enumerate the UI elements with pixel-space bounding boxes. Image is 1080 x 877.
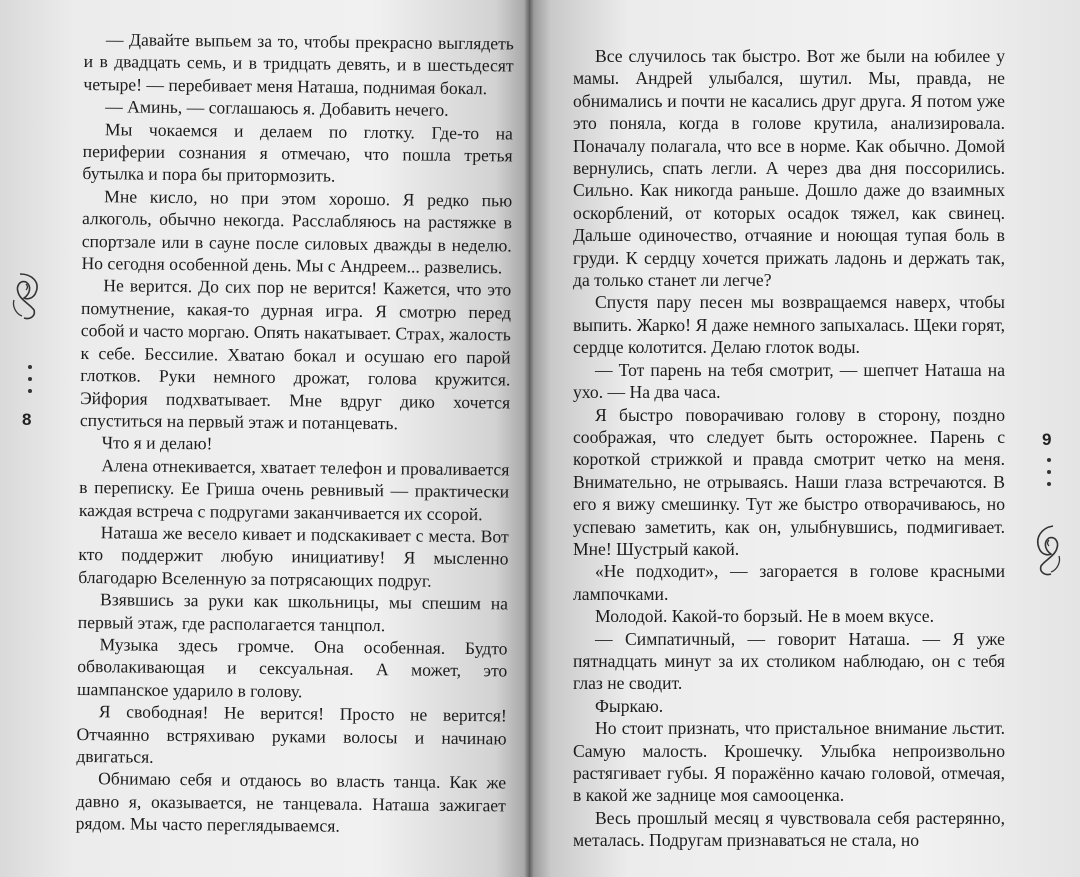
paragraph: — Симпатичный, — говорит Наташа. — Я уже пятнадцать минут за их столиком наблюдаю, он с тебя глаз не сводит. bbox=[573, 628, 1005, 694]
right-page-text bbox=[573, 45, 1005, 852]
page-number-dots bbox=[1047, 458, 1051, 494]
paragraph: — Тот парень на тебя смотрит, — шепчет Наташа на ухо. — На два часа. bbox=[573, 359, 1005, 403]
paragraph: Что я и делаю! bbox=[101, 432, 213, 454]
page-number-right: 9 bbox=[1042, 430, 1052, 449]
paragraph: Я быстро поворачиваю голову в сторону, поздно соображая, что следует быть осторожнее. Парень с короткой стрижкой и правда смотрит четко на меня. Внимательно, не отрываясь. Наши глаза встречаются. В его я вижу смешинку. Тут же быстро отворачиваюсь, но успеваю заметить, как он, улыбнувшись, подмигивает. Мне! Шустрый какой. bbox=[573, 404, 1005, 559]
paragraph: — Давайте выпьем за то, чтобы прекрасно выглядеть и в двадцать семь, и в тридцать девять, и в шестьдесят четыре! — перебивает меня Наташа, поднимая бокал. bbox=[83, 29, 514, 99]
page-number-dots bbox=[28, 365, 32, 401]
paragraph: Мне кисло, но при этом хорошо. Я редко пью алкоголь, обычно некогда. Расслабляюсь на растяжке в спортзале или в сауне после силовых дважды в неделю. Но сегодня особенной день. Мы с Андреем... развелись. bbox=[81, 186, 513, 278]
paragraph: Фыркаю. bbox=[595, 695, 664, 716]
paragraph: Алена отнекивается, хватает телефон и проваливается в переписку. Ее Гриша очень ревнивый — практически каждая встреча с подругами заканчивается их ссорой. bbox=[78, 454, 510, 524]
paragraph: Не верится. До сих пор не верится! Кажется, что это помутнение, какая-то дурная игра. Я смотрю перед собой и часто моргаю. Опять накатывает. Страх, жалость к себе. Бессилие. Хватаю бокал и осушаю его парой глотков. Руки немного дрожат, голова кружится. Эйфория подхватывает. Мне вдруг дико хочется спуститься на первый этаж и потанцевать. bbox=[79, 275, 512, 434]
paragraph: — Аминь, — соглашаюсь я. Добавить нечего. bbox=[105, 96, 449, 121]
paragraph: Молодой. Какой-то борзый. Не в моем вкусе. bbox=[595, 606, 934, 627]
paragraph: Спустя пару песен мы возвращаемся наверх, чтобы выпить. Жарко! Я даже немного запыхалась. Щеки горят, сердце колотится. Делаю глоток воды. bbox=[573, 292, 1005, 358]
right-page bbox=[529, 0, 1080, 877]
paragraph: Я свободная! Не верится! Просто не верится! Отчаянно встряхиваю руками волосы и начинаю двигаться. bbox=[76, 701, 507, 767]
left-page bbox=[0, 0, 533, 877]
paragraph: Все случилось так быстро. Вот же были на юбилее у мамы. Андрей улыбался, шутил. Мы, правда, не обнимались и почти не касались друг друга. Я потом уже это поняла, когда в голове крутила, анализировала. Поначалу полагала, что все в норме. Как обычно. Домой вернулись, спать легли. А через два дня поссорились. Сильно. Как никогда раньше. Дошло даже до взаимных оскорблений, от которых осадок тяжел, как свинец. Дальше одиночество, отчаяние и ноющая тупая боль в груди. К сердцу хочется прижать ладонь и держать так, да только станет ли легче? bbox=[573, 46, 1005, 291]
profile-ornament-icon bbox=[6, 270, 50, 326]
paragraph: Обнимаю себя и отдаюсь во власть танца. Как же давно я, оказывается, не танцевала. Наташа зажигает рядом. Мы часто переглядываемся. bbox=[75, 768, 507, 836]
paragraph: «Не подходит», — загорается в голове красными лампочками. bbox=[573, 561, 1005, 604]
page-number-left: 8 bbox=[22, 410, 32, 429]
paragraph: Музыка здесь громче. Она особенная. Будто обволакивающая и сексуальная. А может, это шампанское ударило в голову. bbox=[76, 634, 508, 702]
paragraph: Мы чокаемся и делаем по глотку. Где-то на периферии сознания я отмечаю, что пошла третья бутылка и пора бы притормозить. bbox=[82, 118, 514, 187]
paragraph: Наташа же весело кивает и подскакивает с места. Вот кто поддержит любую инициативу! Я мысленно благодарю Вселенную за потрясающих подруг. bbox=[78, 522, 509, 591]
paragraph: Весь прошлый месяц я чувствовала себя растерянно, металась. Подругам признаваться не стала, но bbox=[573, 807, 1005, 851]
profile-ornament-icon bbox=[1023, 520, 1067, 584]
paragraph: Но стоит признать, что пристальное внимание льстит. Самую малость. Крошечку. Улыбка непроизвольно растягивает губы. Я поражённо качаю головой, отмечая, в какой же заднице моя самооценка. bbox=[573, 718, 1005, 806]
left-page-text bbox=[76, 28, 514, 839]
paragraph: Взявшись за руки как школьницы, мы спешим на первый этаж, где располагается танцпол. bbox=[77, 589, 509, 635]
book-gutter bbox=[524, 0, 534, 877]
